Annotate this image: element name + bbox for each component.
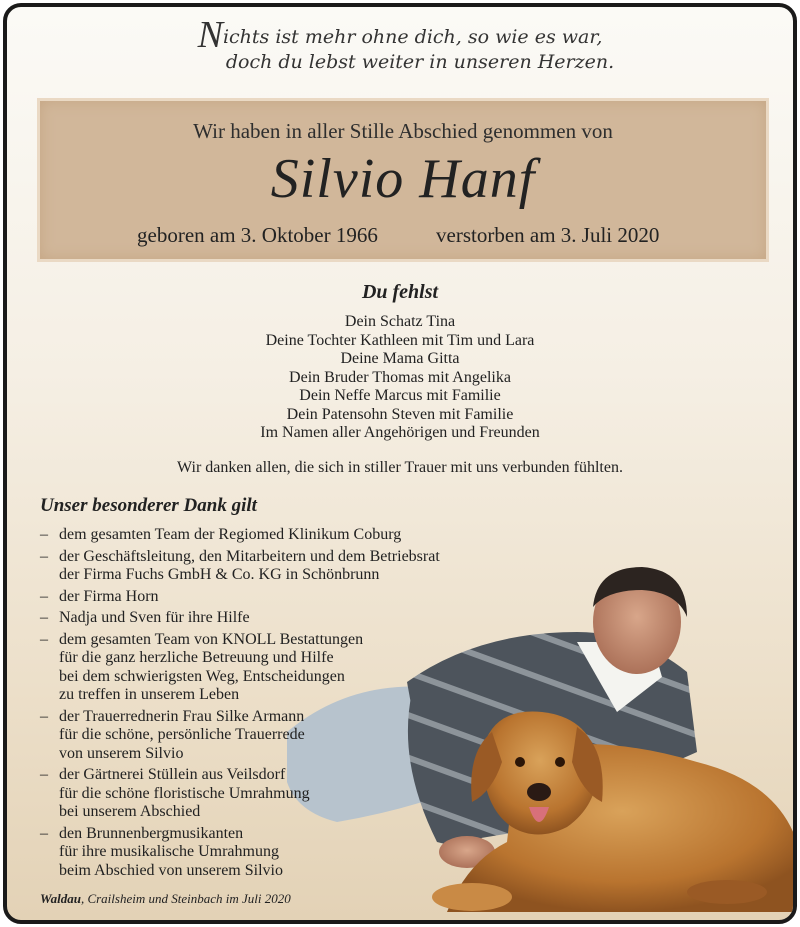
obituary-card bbox=[3, 3, 797, 924]
name-banner bbox=[40, 101, 766, 259]
family-list bbox=[7, 313, 793, 443]
thanks-item: – der Gärtnerei Stüllein aus Veilsdorf für die schöne floristische Umrahmung bei unserem Abschied bbox=[40, 766, 440, 822]
family-item: Dein Schatz Tina bbox=[344, 313, 456, 330]
family-item: Dein Neffe Marcus mit Familie bbox=[299, 387, 501, 404]
thanks-item: – Nadja und Sven für ihre Hilfe bbox=[40, 609, 440, 628]
banner-intro: Wir haben in aller Stille Abschied genommen von bbox=[193, 119, 613, 143]
thanks-item: – der Geschäftsleitung, den Mitarbeitern und dem Betriebsrat der Firma Fuchs GmbH & Co. KG in Schönbrunn bbox=[40, 548, 440, 585]
thanks-item: – den Brunnenbergmusikanten für ihre musikalische Umrahmung beim Abschied von unserem Silvio bbox=[40, 825, 440, 881]
general-thanks: Wir danken allen, die sich in stiller Trauer mit uns verbunden fühlten. bbox=[177, 459, 623, 476]
thanks-item: – der Trauerrednerin Frau Silke Armann für die schöne, persönliche Trauerrede von unserem Silvio bbox=[40, 708, 440, 764]
family-item: Deine Mama Gitta bbox=[340, 350, 460, 367]
deceased-name: Silvio Hanf bbox=[270, 148, 536, 210]
thanks-item: – dem gesamten Team der Regiomed Klinikum Coburg bbox=[40, 526, 440, 545]
motto-line-1-text: ichts ist mehr ohne dich, so wie es war, bbox=[222, 26, 603, 48]
special-thanks-list bbox=[40, 526, 440, 883]
motto-line-2: doch du lebst weiter in unseren Herzen. bbox=[225, 51, 615, 73]
miss-heading: Du fehlst bbox=[361, 281, 439, 303]
family-item: Dein Bruder Thomas mit Angelika bbox=[289, 368, 511, 386]
special-thanks-heading: Unser besonderer Dank gilt bbox=[40, 495, 257, 516]
family-item: Im Namen aller Angehörigen und Freunden bbox=[260, 424, 540, 441]
dog-paw bbox=[687, 880, 767, 904]
dog-paw bbox=[432, 883, 512, 911]
motto-initial: N bbox=[197, 14, 223, 56]
death-date: verstorben am 3. Juli 2020 bbox=[436, 223, 660, 247]
footer-rest: , Crailsheim und Steinbach im Juli 2020 bbox=[80, 891, 291, 906]
thanks-item: – dem gesamten Team von KNOLL Bestattungen für die ganz herzliche Betreuung und Hilfe bei dem schwierigsten Weg, Entscheidungen zu treffen in unserem Leben bbox=[40, 631, 440, 705]
family-item: Deine Tochter Kathleen mit Tim und Lara bbox=[265, 331, 535, 349]
birth-date: geboren am 3. Oktober 1966 bbox=[137, 223, 378, 247]
thanks-item: – der Firma Horn bbox=[40, 588, 440, 607]
family-item: Dein Patensohn Steven mit Familie bbox=[286, 405, 514, 423]
place-date-footer bbox=[40, 891, 291, 907]
dog-nose bbox=[527, 783, 551, 801]
motto bbox=[7, 14, 793, 75]
motto-line-1 bbox=[7, 14, 793, 56]
dog-eye bbox=[515, 757, 525, 767]
dog-eye bbox=[555, 757, 565, 767]
footer-place: Waldau bbox=[40, 891, 81, 906]
